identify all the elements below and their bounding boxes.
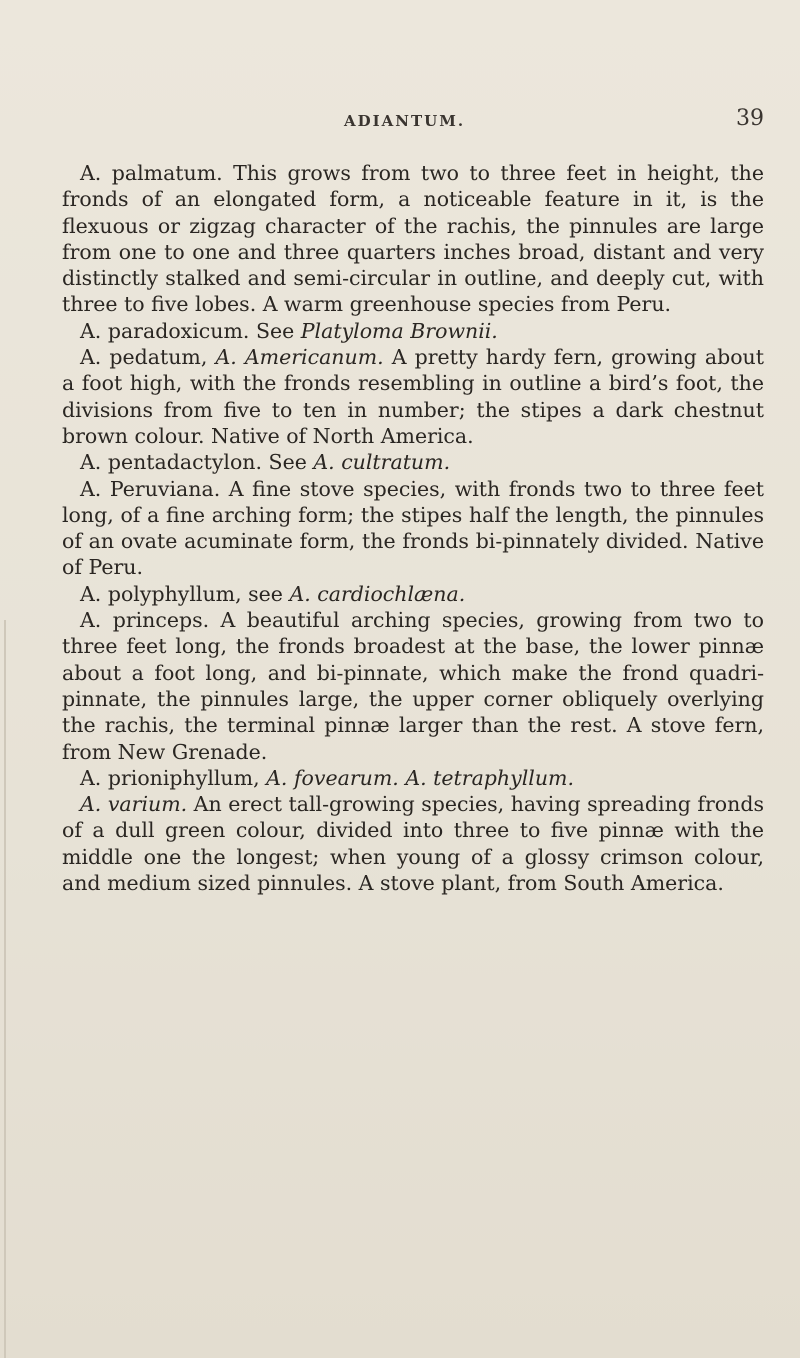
entry-text: A. paradoxicum. See xyxy=(80,318,301,343)
entry-varium xyxy=(62,791,764,896)
entry-italic-reference: Platyloma Brownii. xyxy=(300,318,498,343)
entry-italic-reference: A. tetraphyllum. xyxy=(405,765,574,790)
entry-text: A. prioniphyllum, xyxy=(80,765,267,790)
entry-italic-reference: A. cultratum. xyxy=(313,450,451,475)
running-title: ADIANTUM. xyxy=(344,112,466,130)
entry-peruviana xyxy=(62,476,764,581)
entry-palmatum xyxy=(62,160,764,318)
running-head xyxy=(0,106,800,136)
body-text xyxy=(62,160,764,896)
entry-italic-reference: A. cardiochlæna. xyxy=(289,581,466,606)
entry-pentadactylon xyxy=(62,449,764,475)
entry-text: A pretty hardy fern, growing about a foot high, with the fronds resembling in outline a bird’s foot, the divisions from five to ten in number; the stipes a dark chestnut brown colour. Native of North America. xyxy=(62,345,764,448)
entry-italic-reference: A. fovearum. xyxy=(266,765,399,790)
page-number: 39 xyxy=(736,106,764,131)
entry-text: A. palmatum. This grows from two to three feet in height, the fronds of an elongated form, a noticeable feature in it, is the flexuous or zigzag character of the rachis, the pinnules are large from one to one and three quarters inches broad, distant and very distinctly stalked and semi-circular in outline, and deeply cut, with three to five lobes. A warm greenhouse species from Peru. xyxy=(62,161,764,317)
entry-pedatum xyxy=(62,344,764,449)
entry-text: A. pentadactylon. See xyxy=(80,450,314,475)
entry-text: An erect tall-growing species, having spreading fronds of a dull green colour, divided into three to five pinnæ with the middle one the longest; when young of a glossy crimson colour, and medium sized pinnules. A stove plant, from South America. xyxy=(62,792,764,896)
entry-paradoxicum xyxy=(62,318,764,344)
entry-prioniphyllum xyxy=(62,765,764,791)
entry-text: A. princeps. A beautiful arching species, growing from two to three feet long, the fronds broadest at the base, the lower pinnæ about a foot long, and bi-pinnate, which make the frond quadri-pinnate, the pinnules large, the upper corner obliquely overlying the rachis, the terminal pinnæ larger than the rest. A stove fern, from New Grenade. xyxy=(62,608,764,764)
entry-text: A. Peruviana. A fine stove species, with fronds two to three feet long, of a fine arching form; the stipes half the length, the pinnules of an ovate acuminate form, the fronds bi-pinnately divided. Native of Peru. xyxy=(62,476,764,580)
entry-text: A. polyphyllum, see xyxy=(80,581,290,606)
entry-text: A. pedatum, xyxy=(80,345,216,370)
entry-princeps xyxy=(62,607,764,765)
entry-polyphyllum xyxy=(62,581,764,607)
entry-italic-name: A. varium. xyxy=(80,792,188,817)
page-edge-shadow xyxy=(4,620,6,1358)
entry-italic-reference: A. Americanum. xyxy=(215,345,384,370)
